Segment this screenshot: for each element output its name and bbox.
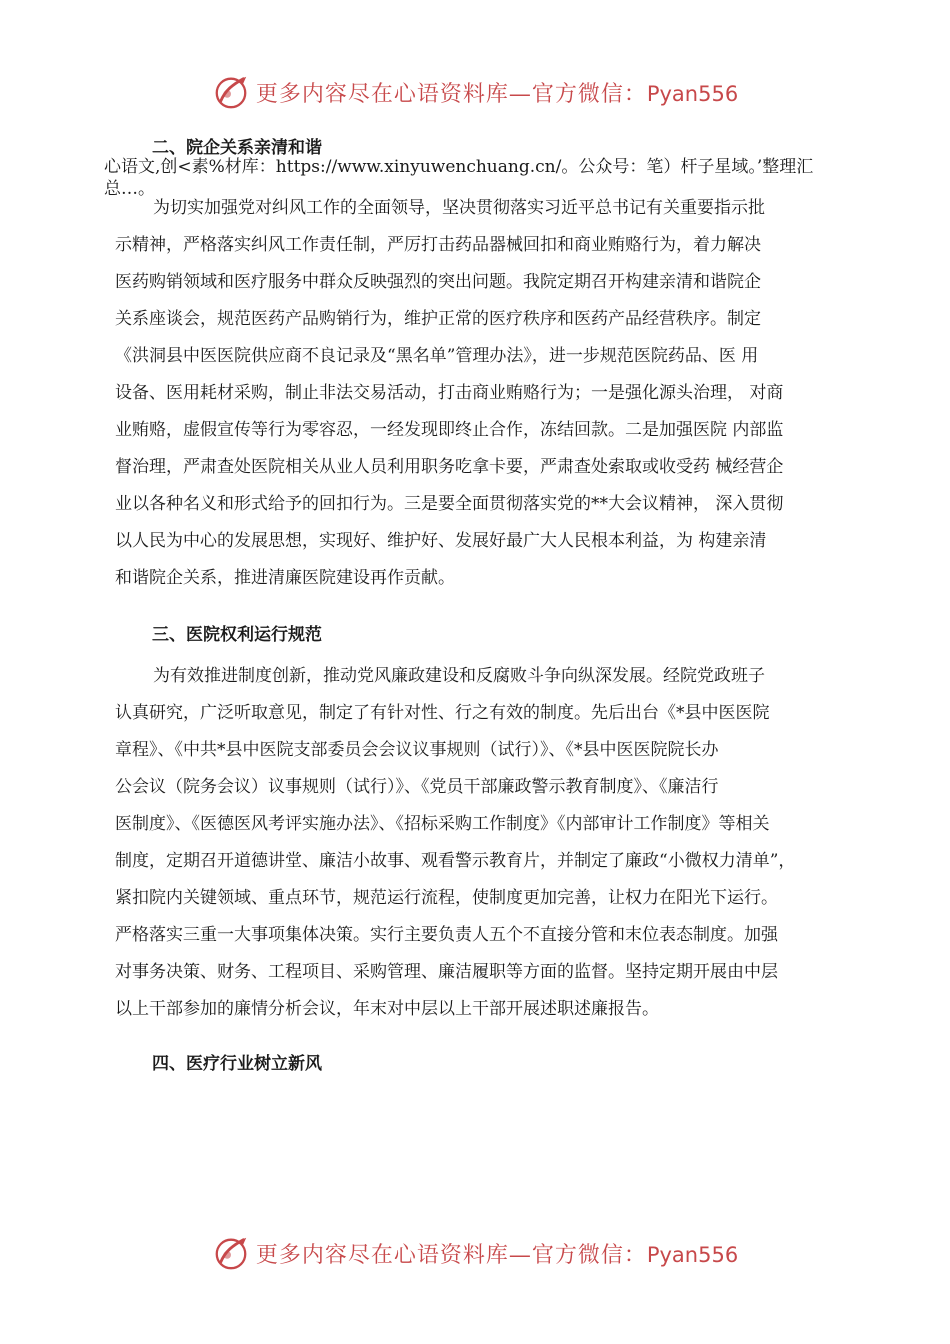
brand-logo-icon (212, 1234, 250, 1272)
paragraph-line: 关系座谈会，规范医药产品购销行为，维护正常的医疗秩序和医药产品经营秩序。制定 (115, 309, 761, 329)
section-3-paragraph (115, 658, 865, 1028)
paragraph-line: 紧扣院内关键领域、重点环节，规范运行流程，使制度更加完善，让权力在阳光下运行。 (115, 888, 778, 908)
paragraph-line: 章程》、《中共*县中医院支部委员会会议议事规则（试行）》、《*县中医医院院长办 (115, 740, 719, 760)
banner-label: 更多内容尽在心语资料库—官方微信： (255, 81, 647, 107)
paragraph-line: 以上干部参加的廉情分析会议，年末对中层以上干部开展述职述廉报告。 (115, 999, 659, 1019)
paragraph-line: 以人民为中心的发展思想，实现好、维护好、发展好最广大人民根本利益，为 构建亲清 (115, 531, 767, 551)
paragraph-line: 对事务决策、财务、工程项目、采购管理、廉洁履职等方面的监督。坚持定期开展由中层 (115, 962, 778, 982)
section-2-heading: 二、院企关系亲清和谐 (152, 138, 322, 158)
paragraph-line: 督治理，严肃查处医院相关从业人员利用职务吃拿卡要，严肃查处索取或收受药 械经营企 (115, 457, 784, 477)
paragraph-line: 认真研究，广泛听取意见，制定了有针对性、行之有效的制度。先后出台《*县中医医院 (115, 703, 770, 723)
paragraph-line: 示精神，严格落实纠风工作责任制，严厉打击药品器械回扣和商业贿赂行为，着力解决 (115, 235, 761, 255)
paragraph-line: 医药购销领域和医疗服务中群众反映强烈的突出问题。我院定期召开构建亲清和谐院企 (115, 272, 761, 292)
paragraph-line: 业以各种名义和形式给予的回扣行为。三是要全面贯彻落实党的**大会议精神， 深入贯彻 (115, 494, 784, 514)
paragraph-line: 公会议（院务会议）议事规则（试行）》、《党员干部廉政警示教育制度》、《廉洁行 (115, 777, 719, 797)
banner-wechat-id: Pyan556 (646, 81, 739, 106)
paragraph-line: 为有效推进制度创新，推动党风廉政建设和反腐败斗争向纵深发展。经院党政班子 (153, 666, 765, 686)
paragraph-line: 严格落实三重一大事项集体决策。实行主要负责人五个不直接分管和末位表态制度。加强 (115, 925, 778, 945)
source-note: 心语文,创<素%材库：https://www.xinyuwenchuang.cn/。公众号：笔）杆子星域。’整理汇总…。 (104, 157, 814, 199)
paragraph-line: 和谐院企关系，推进清廉医院建设再作贡献。 (115, 568, 455, 588)
banner-wechat-id: Pyan556 (646, 1242, 739, 1267)
section-4-heading: 四、医疗行业树立新风 (152, 1054, 322, 1074)
section-3-heading: 三、医院权利运行规范 (152, 625, 322, 645)
footer-banner (0, 1231, 950, 1275)
header-banner (0, 70, 950, 114)
paragraph-line: 制度，定期召开道德讲堂、廉洁小故事、观看警示教育片，并制定了廉政“小微权力清单”， (115, 851, 796, 871)
paragraph-line: 设备、医用耗材采购，制止非法交易活动，打击商业贿赂行为；一是强化源头治理， 对商 (115, 383, 784, 403)
paragraph-line: 医制度》、《医德医风考评实施办法》、《招标采购工作制度》《内部审计工作制度》等相关 (115, 814, 770, 834)
banner-label: 更多内容尽在心语资料库—官方微信： (255, 1242, 647, 1268)
banner-text (256, 1238, 738, 1269)
paragraph-line: 业贿赂，虚假宣传等行为零容忍，一经发现即终止合作，冻结回款。二是加强医院 内部监 (115, 420, 784, 440)
banner-text (256, 77, 738, 108)
paragraph-line: 为切实加强党对纠风工作的全面领导，坚决贯彻落实习近平总书记有关重要指示批 (153, 198, 765, 218)
paragraph-line: 《洪洞县中医医院供应商不良记录及“黑名单”管理办法》，进一步规范医院药品、医 用 (115, 346, 759, 366)
section-2-paragraph (115, 190, 865, 597)
brand-logo-icon (212, 73, 250, 111)
